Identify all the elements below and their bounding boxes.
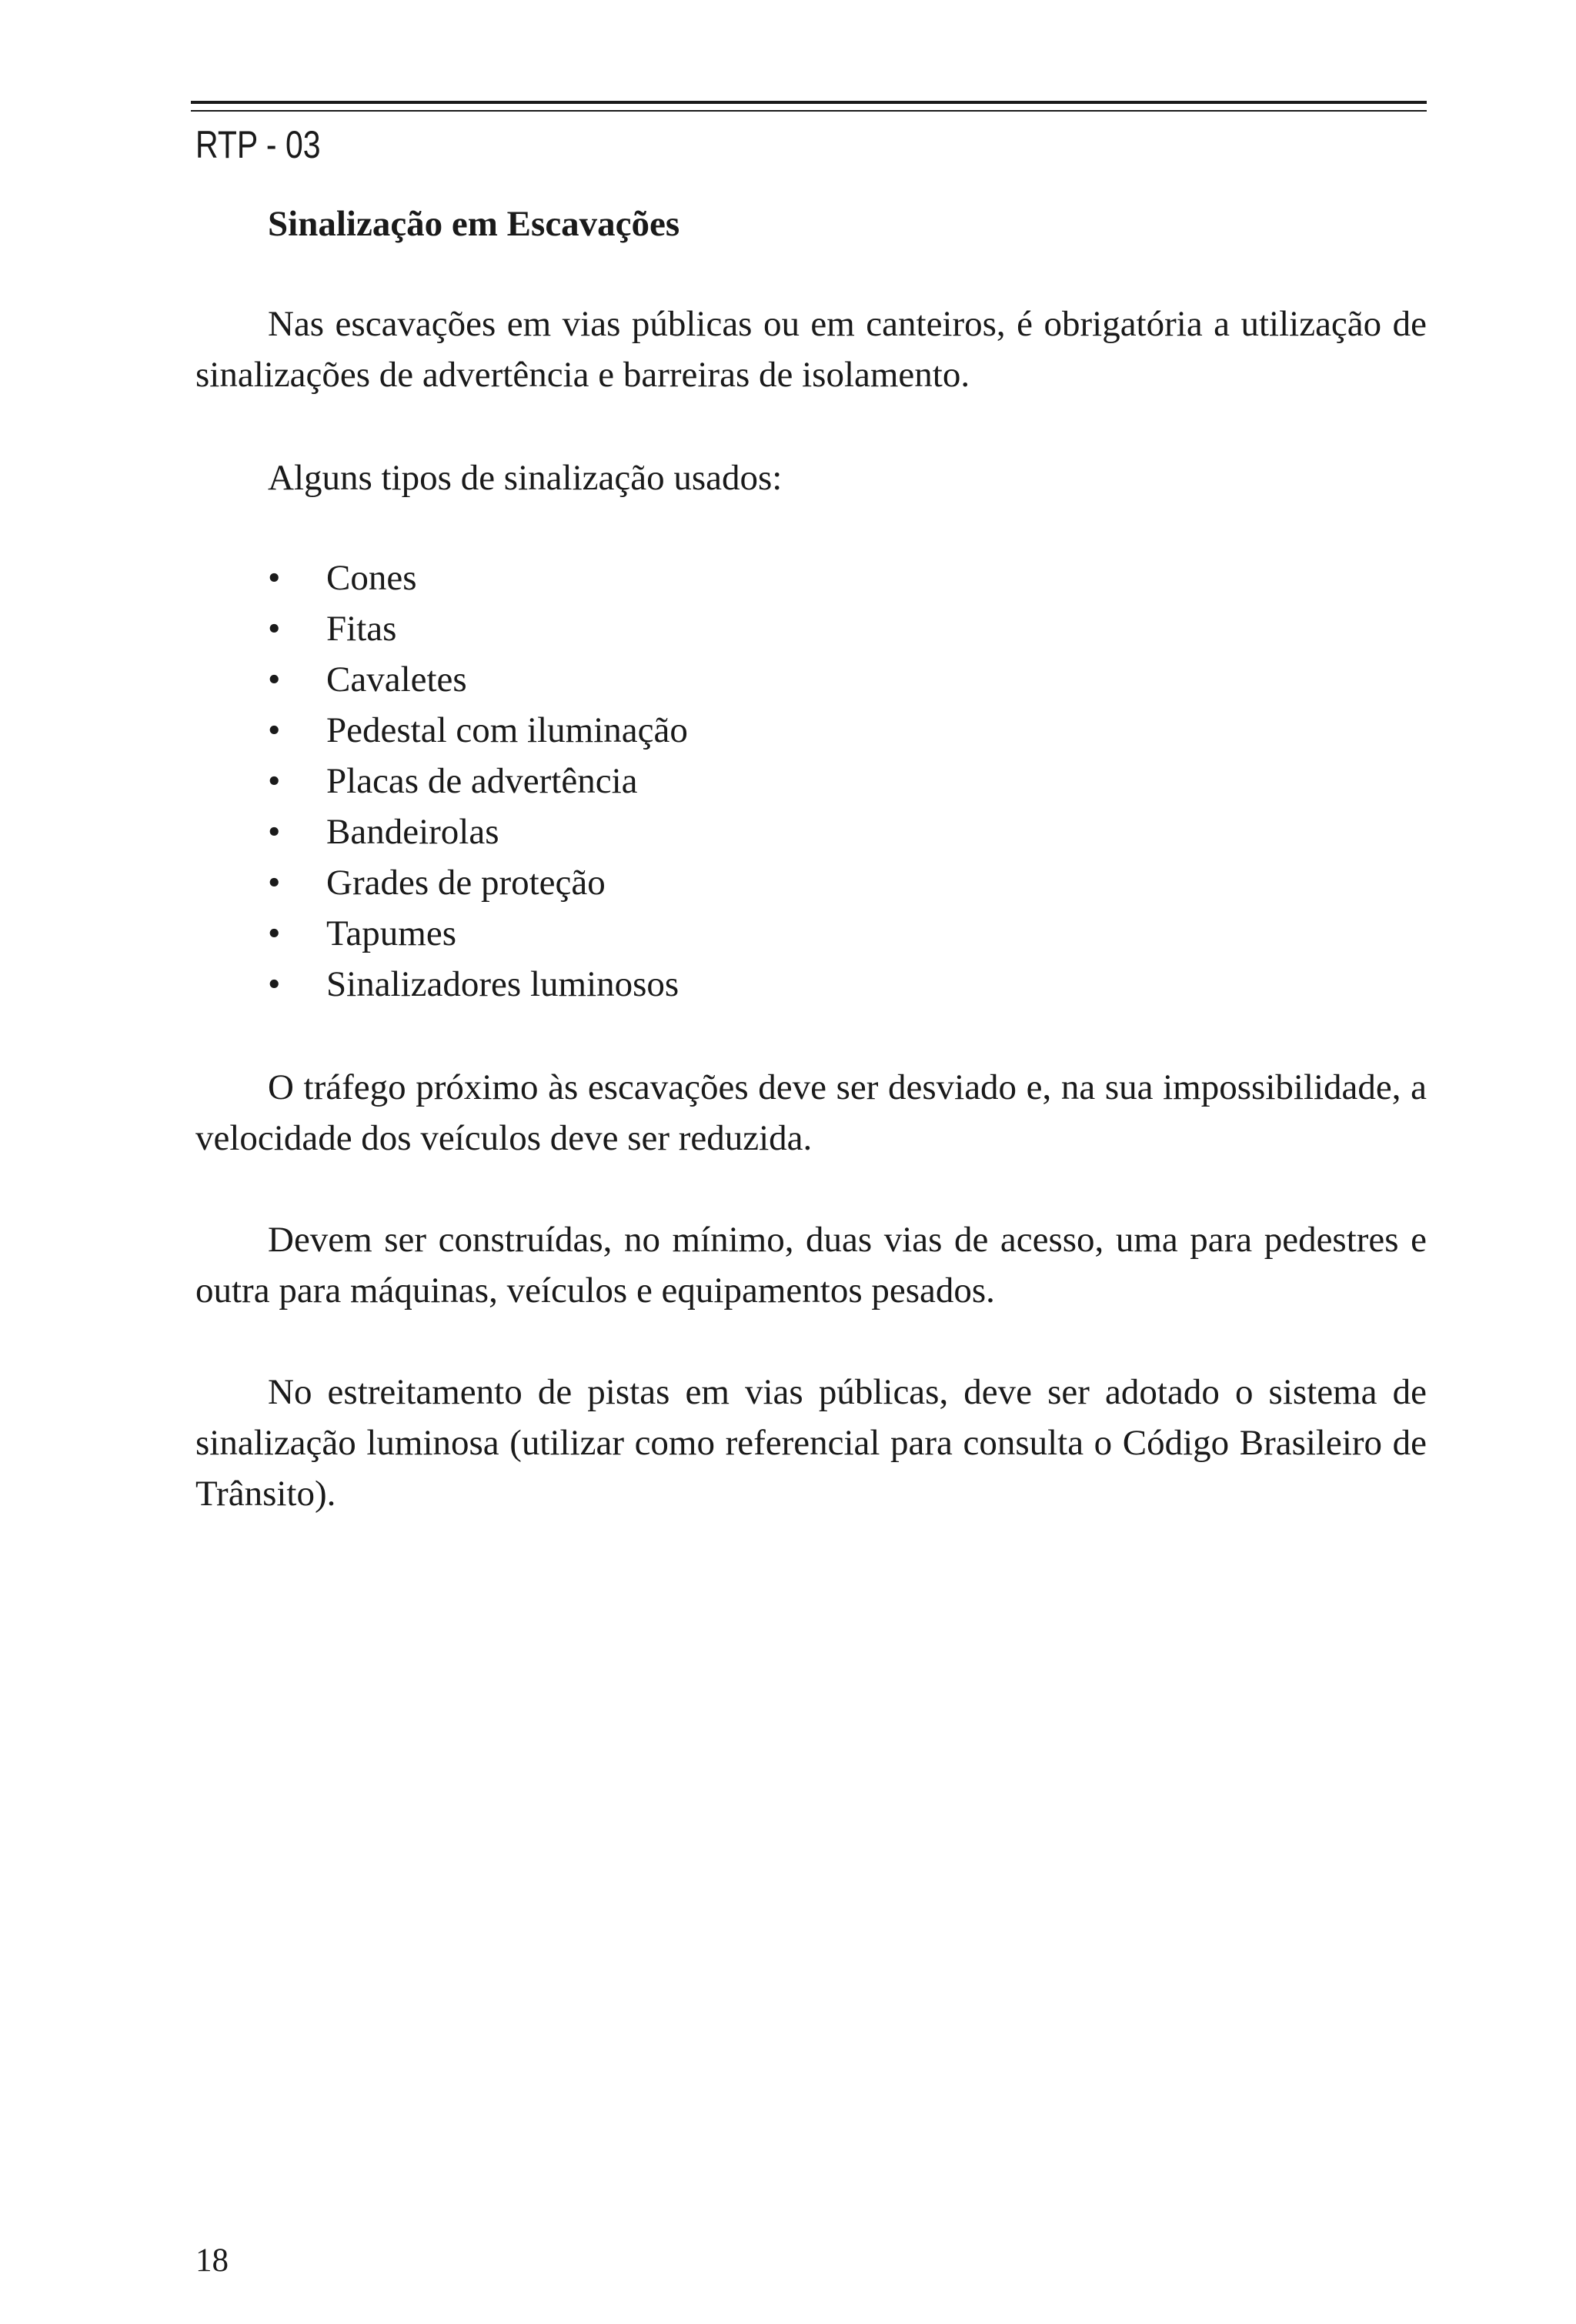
paragraph-list-intro: Alguns tipos de sinalização usados: [268, 458, 783, 498]
bullet-icon: • [268, 964, 281, 1004]
header-rule-thick [191, 101, 1427, 104]
paragraph-intro: Nas escavações em vias públicas ou em canteiros, é obrigatória a utilização de sinalizações de advertência e barreiras de isolamento. [195, 304, 1427, 395]
page-number: 18 [195, 2242, 229, 2279]
list-item: • Pedestal com iluminação [268, 705, 688, 756]
list-item: • Cavaletes [268, 654, 688, 705]
paragraph-access-routes: Devem ser construídas, no mínimo, duas vias de acesso, uma para pedestres e outra para máquinas, veículos e equipamentos pesados. [195, 1220, 1427, 1311]
bullet-icon: • [268, 659, 281, 700]
bullet-icon: • [268, 710, 281, 750]
bullet-icon: • [268, 609, 281, 649]
bullet-icon: • [268, 812, 281, 852]
bullet-icon: • [268, 761, 281, 801]
signage-list [268, 553, 688, 1010]
list-item: • Placas de advertência [268, 756, 688, 806]
running-head: RTP - 03 [195, 123, 321, 166]
bullet-icon: • [268, 863, 281, 903]
paragraph-traffic: O tráfego próximo às escavações deve ser desviado e, na sua impossibilidade, a velocidade dos veículos deve ser reduzida. [195, 1067, 1427, 1158]
list-item: • Tapumes [268, 908, 688, 959]
bullet-icon: • [268, 558, 281, 598]
list-item: • Cones [268, 553, 688, 603]
bullet-icon: • [268, 913, 281, 953]
section-title: Sinalização em Escavações [268, 204, 680, 244]
list-item: • Fitas [268, 603, 688, 654]
header-rule-thin [191, 110, 1427, 112]
list-item: • Sinalizadores luminosos [268, 959, 688, 1010]
paragraph-lane-narrowing: No estreitamento de pistas em vias públicas, deve ser adotado o sistema de sinalização luminosa (utilizar como referencial para consulta o Código Brasileiro de Trânsito). [195, 1372, 1427, 1514]
list-item: • Bandeirolas [268, 806, 688, 857]
list-item: • Grades de proteção [268, 857, 688, 908]
